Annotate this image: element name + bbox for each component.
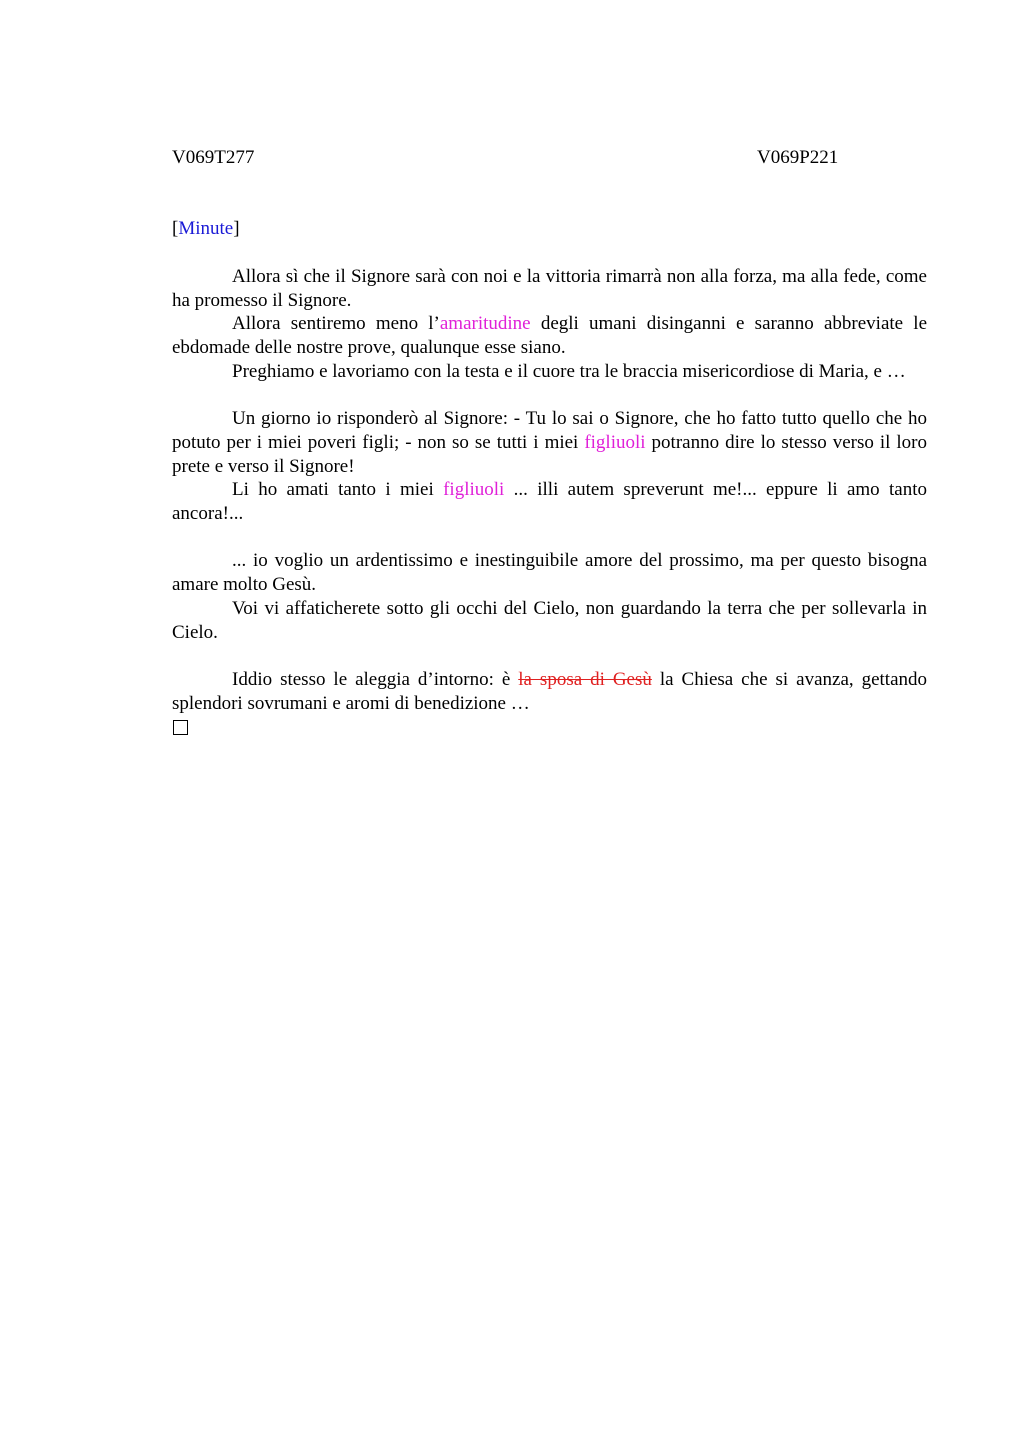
highlighted-word: figliuoli bbox=[584, 431, 646, 453]
paragraph-4-text-a: Un giorno io risponderò al Signore: - Tu lo sai o Signore, che ho fatto tutto quello che ho potuto per i miei poveri figli; - non so se tutti i miei bbox=[172, 408, 927, 453]
paragraph-4 bbox=[172, 407, 927, 478]
section-open-bracket: [ bbox=[172, 218, 179, 239]
struck-through-text: la sposa di Gesù bbox=[518, 668, 652, 690]
paragraph-gap bbox=[172, 384, 927, 408]
paragraph-5-text-a: Li ho amati tanto i miei bbox=[232, 479, 444, 501]
document-code-left: V069T277 bbox=[172, 147, 255, 168]
paragraph-2 bbox=[172, 312, 927, 359]
section-close-bracket: ] bbox=[233, 218, 240, 239]
document-header bbox=[172, 146, 927, 170]
paragraph-8-text-b: la Chiesa che si avanza, gettando splendori sovrumani e aromi di benedizione … bbox=[172, 668, 928, 714]
document-body bbox=[172, 265, 927, 735]
paragraph-4-text-b: potranno dire lo stesso verso il loro prete e verso il Signore! bbox=[172, 431, 928, 477]
paragraph-3: Preghiamo e lavoriamo con la testa e il cuore tra le braccia misericordiose di Maria, e … bbox=[232, 360, 906, 382]
paragraph-8 bbox=[172, 668, 927, 715]
highlighted-word: figliuoli bbox=[443, 479, 505, 501]
paragraph-8-text-a: Iddio stesso le aleggia d’intorno: è bbox=[232, 668, 519, 690]
highlighted-word: amaritudine bbox=[439, 313, 531, 335]
section-label: Minute bbox=[178, 218, 234, 239]
paragraph-2-text-b: degli umani disinganni e saranno abbreviate le ebdomade delle nostre prove, qualunque esse siano. bbox=[172, 313, 927, 359]
paragraph-1: Allora sì che il Signore sarà con noi e la vittoria rimarrà non alla forza, ma alla fede, come ha promesso il Signore. bbox=[172, 266, 927, 311]
paragraph-2-text-a: Allora sentiremo meno l’ bbox=[232, 313, 440, 335]
paragraph-7: Voi vi affaticherete sotto gli occhi del Cielo, non guardando la terra che per sollevarla in Cielo. bbox=[172, 597, 927, 643]
paragraph-6: ... io voglio un ardentissimo e inestinguibile amore del prossimo, ma per questo bisogna amare molto Gesù. bbox=[172, 550, 927, 596]
paragraph-5 bbox=[172, 478, 927, 525]
empty-box-icon bbox=[173, 720, 188, 735]
document-code-right: V069P221 bbox=[757, 147, 839, 168]
paragraph-5-text-b: ... illi autem spreverunt me!... eppure li amo tanto ancora!... bbox=[172, 479, 927, 525]
section-heading bbox=[172, 217, 240, 241]
paragraph-gap bbox=[172, 526, 927, 550]
paragraph-gap bbox=[172, 644, 927, 668]
